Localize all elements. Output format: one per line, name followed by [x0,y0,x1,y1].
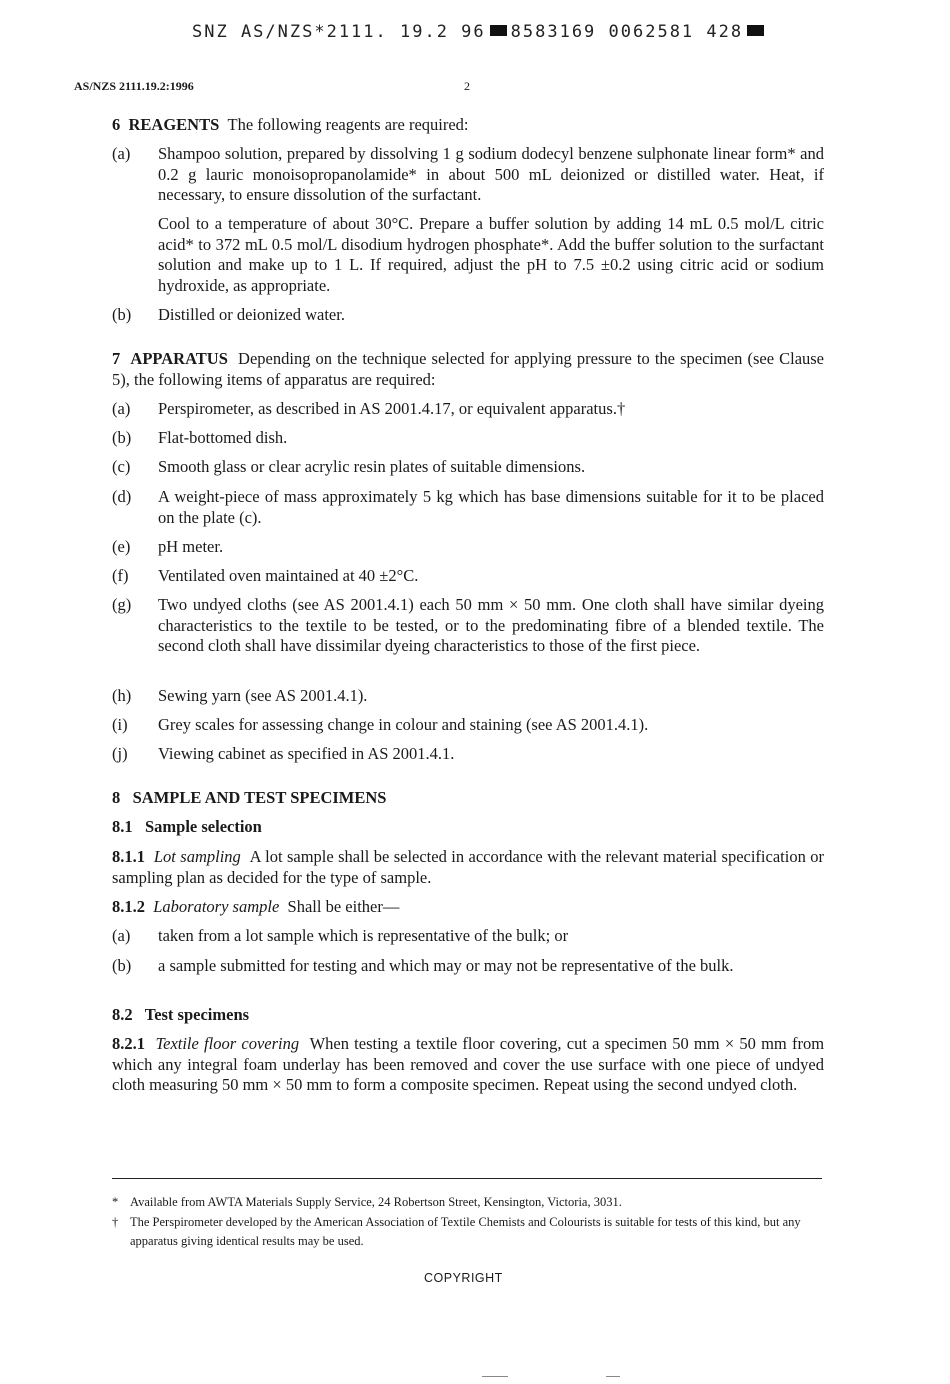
item-text: Cool to a temperature of about 30°C. Prepare a buffer solution by adding 14 mL 0.5 mol/L citric acid* to 372 mL 0.5 mol/L disodium hydrogen phosphate*. Add the buffer solution to the surfactant solution and make up to 1 L. If required, adjust the pH to 7.5 ±0.2 using citric acid or sodium hydroxide, as appropriate. [158,214,824,295]
page-number: 2 [464,79,470,93]
item-text: a sample submitted for testing and which may or may not be representative of the bulk. [158,956,734,975]
footnote [112,1193,824,1212]
footnote-text: The Perspirometer developed by the American Association of Textile Chemists and Colourists is suitable for tests of this kind, but any apparatus giving identical results may be used. [130,1215,801,1248]
item-text: A weight-piece of mass approximately 5 kg which has base dimensions suitable for it to be placed on the plate (c). [158,487,824,527]
reagent-item [112,144,824,206]
footnote-mark: * [112,1195,119,1209]
clause-number: 8.1.1 [112,847,145,866]
item-label: (c) [112,457,131,476]
footnote [112,1213,824,1251]
item-text: Shampoo solution, prepared by dissolving 1 g sodium dodecyl benzene sulphonate linear form* and 0.2 g lauric monoisopropanolamide* in about 500 mL deionized or distilled water. Heat, if necessary, to ensure dissolution of the surfactant. [158,144,824,204]
clause-number: 8.1.2 [112,897,145,916]
item-text: Grey scales for assessing change in colour and staining (see AS 2001.4.1). [158,715,649,734]
stamp-block [747,25,764,36]
item-label: (b) [112,428,132,447]
apparatus-item [112,537,824,558]
section-title: REAGENTS [128,115,220,134]
section-intro: Depending on the technique selected for applying pressure to the specimen (see Clause 5), the following items of apparatus are required: [112,349,825,389]
subsection-8-1-heading: 8.1 Sample selection [112,817,262,836]
clause-title: Textile floor covering [155,1034,300,1053]
apparatus-item [112,487,824,528]
standard-id: AS/NZS 2111.19.2:1996 [74,79,194,93]
clause-8-1-1 [112,847,824,888]
clause-title: Laboratory sample [153,897,280,916]
section-title: APPARATUS [130,349,228,368]
item-text: taken from a lot sample which is representative of the bulk; or [158,926,569,945]
stamp-code-middle: 8583169 0062581 428 [510,22,744,42]
apparatus-item [112,399,824,420]
clause-title: Lot sampling [153,847,241,866]
apparatus-item [112,686,824,707]
apparatus-item [112,744,824,765]
apparatus-item [112,715,824,736]
clause-8-2-1 [112,1034,824,1096]
sample-item [112,956,824,977]
item-text: pH meter. [158,537,224,556]
subsection-8-2-heading: 8.2 Test specimens [112,1005,250,1024]
section-7-heading [112,349,824,390]
stamp-block [490,25,507,36]
item-label: (b) [112,305,132,324]
footnote-text: Available from AWTA Materials Supply Service, 24 Robertson Street, Kensington, Victoria, 3031. [130,1195,622,1209]
item-label: (i) [112,715,128,734]
section-intro: The following reagents are required: [227,115,469,134]
scan-mark [482,1376,508,1377]
section-number: 7 [112,349,121,368]
clause-text: A lot sample shall be selected in accordance with the relevant material specification or sampling plan as decided for the type of sample. [112,847,824,887]
apparatus-item [112,428,824,449]
apparatus-item [112,566,824,587]
clause-text: Shall be either— [287,897,400,916]
item-label: (a) [112,399,131,418]
item-text: Ventilated oven maintained at 40 ±2°C. [158,566,419,585]
sample-item [112,926,824,947]
item-text: Distilled or deionized water. [158,305,345,324]
apparatus-item [112,457,824,478]
item-label: (e) [112,537,131,556]
scan-mark [606,1376,620,1377]
item-text: Smooth glass or clear acrylic resin plates of suitable dimensions. [158,457,586,476]
item-label: (a) [112,144,131,163]
item-text: Two undyed cloths (see AS 2001.4.1) each 50 mm × 50 mm. One cloth shall have similar dyeing characteristics to the textile to be tested, or to the predominating fibre of a blended textile. The second cloth shall have dissimilar dyeing characteristics to those of the first piece. [158,595,824,655]
footnote-mark: † [112,1215,119,1229]
item-label: (d) [112,487,132,506]
stamp-code-left: SNZ AS/NZS*2111. 19.2 96 [192,22,486,42]
item-text: Flat-bottomed dish. [158,428,288,447]
copyright-notice: COPYRIGHT [424,1271,503,1285]
document-stamp [192,22,768,42]
section-6-heading [112,115,824,136]
clause-number: 8.2.1 [112,1034,145,1053]
item-label: (a) [112,926,131,945]
item-label: (j) [112,744,128,763]
reagent-item [112,305,824,326]
apparatus-item [112,595,824,657]
section-number: 6 [112,115,121,134]
item-text: Viewing cabinet as specified in AS 2001.4.1. [158,744,455,763]
clause-text: When testing a textile floor covering, cut a specimen 50 mm × 50 mm from which any integral foam underlay has been removed and cover the use surface with one piece of undyed cloth measuring 50 mm × 50 mm to form a composite specimen. Repeat using the second undyed cloth. [112,1034,825,1094]
reagent-item-continuation [112,214,824,296]
footnote-rule [112,1178,822,1179]
item-label: (b) [112,956,132,975]
section-8-heading: 8 SAMPLE AND TEST SPECIMENS [112,788,387,807]
clause-8-1-2 [112,897,824,918]
item-label: (h) [112,686,132,705]
item-label: (f) [112,566,129,585]
item-label: (g) [112,595,132,614]
item-text: Sewing yarn (see AS 2001.4.1). [158,686,368,705]
item-text: Perspirometer, as described in AS 2001.4.17, or equivalent apparatus.† [158,399,626,418]
